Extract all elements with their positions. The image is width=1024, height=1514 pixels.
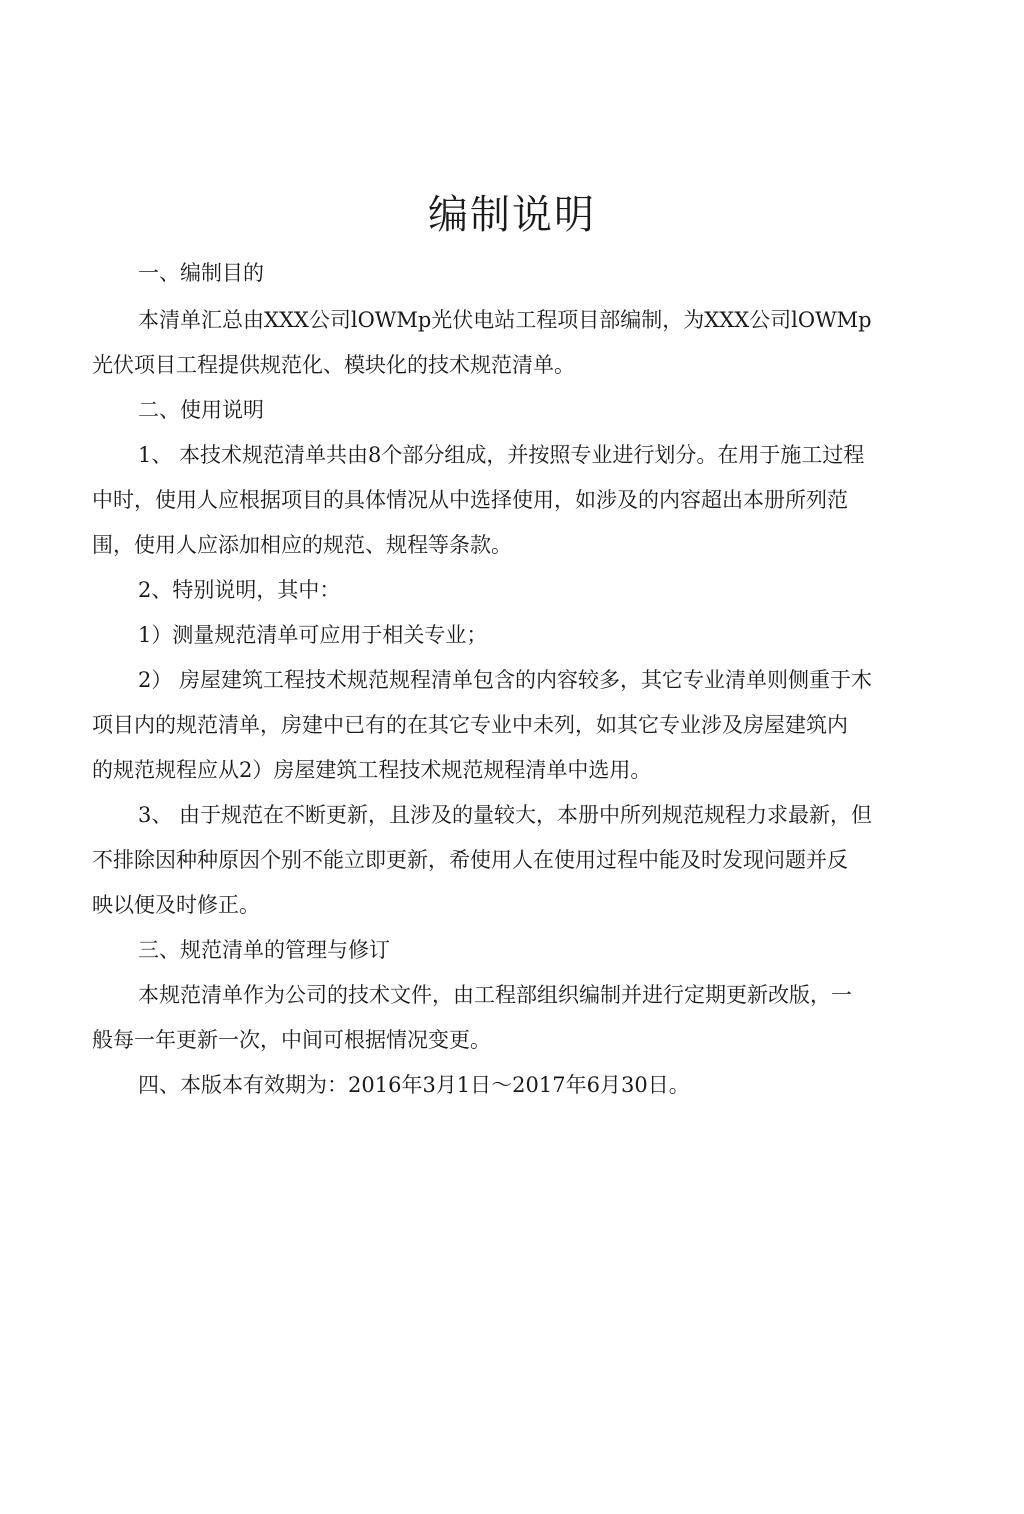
paragraph-line: 不排除因种种原因个别不能立即更新，希使用人在使用过程中能及时发现问题并反 — [92, 848, 848, 872]
paragraph-line: 映以便及时修正。 — [92, 893, 260, 917]
paragraph-line: 的规范规程应从2）房屋建筑工程技术规范规程清单中选用。 — [92, 758, 652, 782]
section-heading-validity: 四、本版本有效期为：2016年3月1日～2017年6月30日。 — [138, 1073, 690, 1097]
paragraph-line: 光伏项目工程提供规范化、模块化的技术规范清单。 — [92, 353, 575, 377]
paragraph-line: 1、 本技术规范清单共由8个部分组成，并按照专业进行划分。在用于施工过程 — [138, 443, 865, 467]
paragraph-line: 中时，使用人应根据项目的具体情况从中选择使用，如涉及的内容超出本册所列范 — [92, 488, 848, 512]
list-item: 2） 房屋建筑工程技术规范规程清单包含的内容较多，其它专业清单则侧重于木 — [138, 668, 873, 692]
section-heading-purpose: 一、编制目的 — [138, 261, 264, 285]
section-heading-usage: 二、使用说明 — [138, 398, 264, 422]
page-title: 编制说明 — [428, 192, 596, 238]
paragraph-line: 2、特别说明，其中： — [138, 578, 341, 602]
paragraph-line: 本规范清单作为公司的技术文件，由工程部组织编制并进行定期更新改版，一 — [138, 983, 852, 1007]
paragraph-line: 项目内的规范清单，房建中已有的在其它专业中未列，如其它专业涉及房屋建筑内 — [92, 713, 848, 737]
paragraph-line: 3、 由于规范在不断更新，且涉及的量较大，本册中所列规范规程力求最新，但 — [138, 803, 873, 827]
list-item: 1）测量规范清单可应用于相关专业； — [138, 623, 488, 647]
section-heading-management: 三、规范清单的管理与修订 — [138, 938, 390, 962]
paragraph-line: 般每一年更新一次，中间可根据情况变更。 — [92, 1028, 491, 1052]
paragraph-line: 围，使用人应添加相应的规范、规程等条款。 — [92, 533, 512, 557]
paragraph-line: 本清单汇总由XXX公司lOWMp光伏电站工程项目部编制，为XXX公司lOWMp — [138, 308, 872, 332]
